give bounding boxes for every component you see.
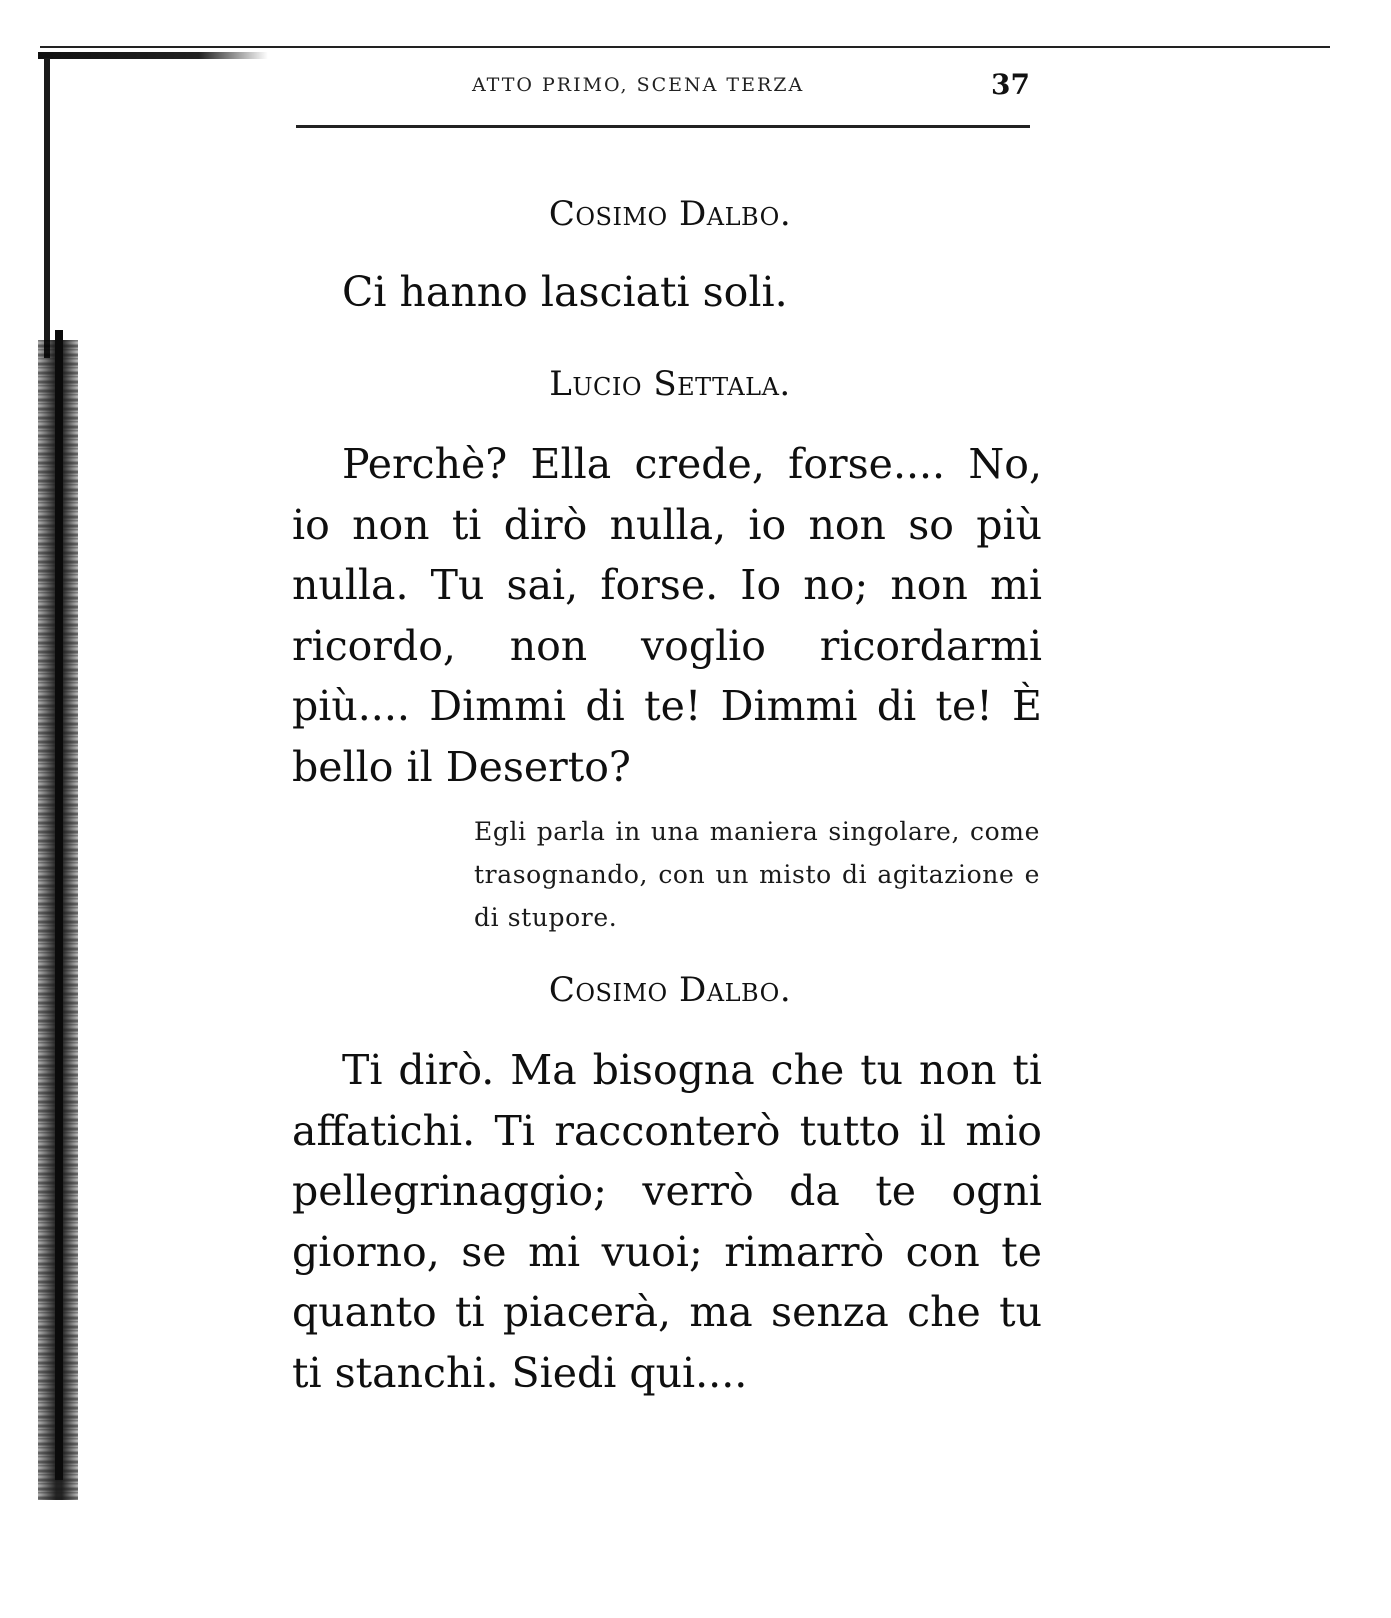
page-corner-shadow — [38, 52, 268, 59]
page-top-border — [40, 46, 1330, 48]
speaker-name: Lucio Settala. — [549, 364, 791, 404]
running-head — [296, 68, 1030, 108]
speaker-name: Cosimo Dalbo. — [548, 194, 792, 234]
book-spine-line — [55, 330, 63, 1480]
speech-paragraph: Ti dirò. Ma bisogna che tu non ti affatichi. Ti racconterò tutto il mio pellegrinaggio; verrò da te ogni giorno, se mi vuoi; rimarrò con te quanto ti piacerà, ma senza che tu ti stanchi. Siedi qui.... — [292, 1046, 1042, 1397]
running-title: ATTO PRIMO, SCENA TERZA — [472, 74, 805, 96]
page-left-edge — [44, 58, 50, 358]
speaker-name: Cosimo Dalbo. — [548, 970, 792, 1010]
page-number: 37 — [991, 68, 1030, 101]
stage-direction: Egli parla in una maniera singolare, come trasognando, con un misto di agitazione e di stupore. — [474, 817, 1040, 932]
speech-paragraph: Perchè? Ella crede, forse.... No, io non ti dirò nulla, io non so più nulla. Tu sai, forse. Io no; non mi ricordo, non voglio ricordarmi più.... Dimmi di te! Dimmi di te! È bello il Deserto? — [292, 440, 1042, 791]
speech-line: Ci hanno lasciati soli. — [342, 268, 788, 316]
header-rule — [296, 125, 1030, 128]
